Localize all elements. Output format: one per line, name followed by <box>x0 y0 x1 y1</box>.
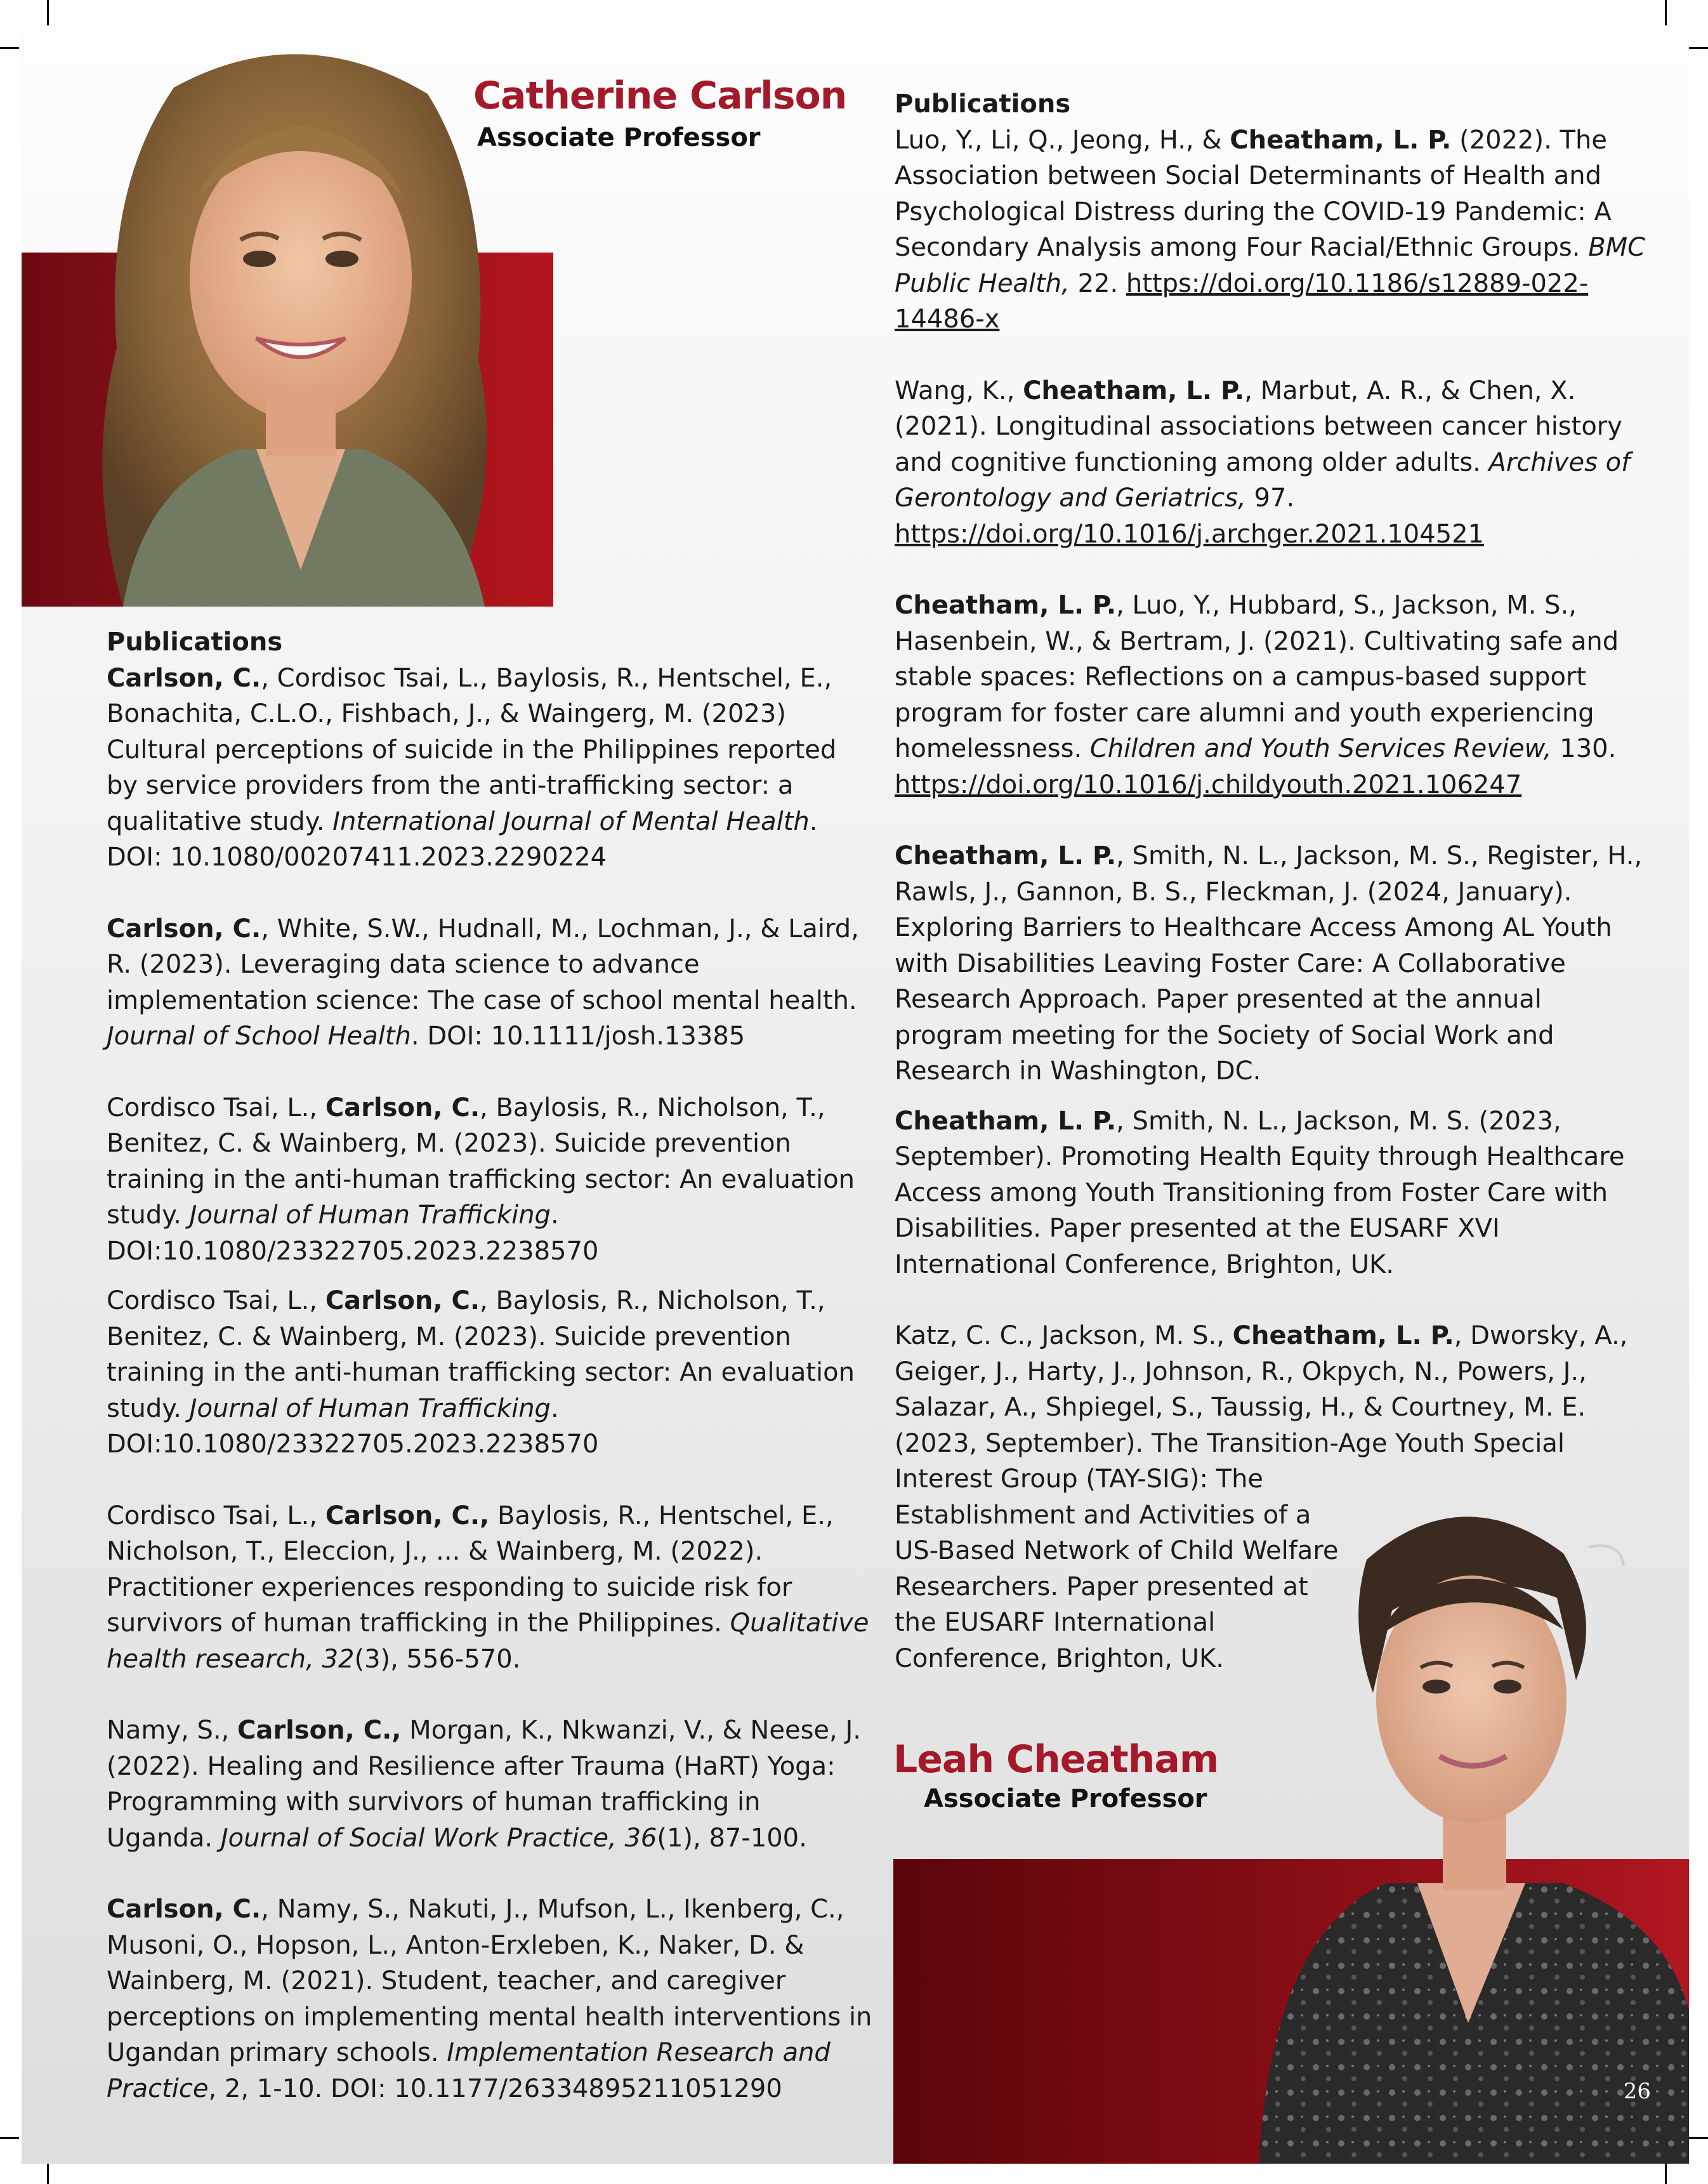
author-highlight: Cheatham, L. P. <box>1023 376 1245 405</box>
faculty-title-leah: Associate Professor <box>924 1784 1207 1813</box>
publication-item: Cordisco Tsai, L., Carlson, C., Baylosis, R., Hentschel, E., Nicholson, T., Eleccion, J., ... & Wainberg, M. (2022). Practitioner experiences responding to suicide risk for survivors of human trafficking in the Philippines. Qualitative health research, 32(3), 556-570. <box>107 1501 869 1674</box>
journal-title: Archives of Gerontology and Geriatrics, <box>895 447 1631 513</box>
faculty-name-catherine: Catherine Carlson <box>473 74 847 118</box>
publications-heading: Publications <box>895 89 1071 119</box>
author-highlight: Cheatham, L. P. <box>1232 1321 1454 1350</box>
page-number: 26 <box>1623 2079 1651 2104</box>
author-highlight: Cheatham, L. P. <box>895 841 1117 871</box>
author-highlight: Carlson, C. <box>107 914 261 944</box>
publication-item-continued: Interest Group (TAY-SIG): The Establishment and Activities of a US-Based Network of Child Welfare Researchers. Paper presented at the EUSARF International Conference, Brighton, UK. <box>895 1464 1339 1673</box>
journal-title: Journal of School Health <box>107 1022 411 1051</box>
crop-mark <box>1689 47 1708 49</box>
crop-mark <box>0 2137 19 2139</box>
author-highlight: Carlson, C. <box>325 1286 480 1315</box>
author-highlight: Cheatham, L. P. <box>895 1106 1117 1136</box>
crop-mark <box>1665 0 1667 25</box>
publication-item: Katz, C. C., Jackson, M. S., Cheatham, L. P., Dworsky, A., Geiger, J., Harty, J., Johnson, R., Okpych, N., Powers, J., Salazar, A., Shpiegel, S., Taussig, H., & Courtney, M. E. (2023, September). The Transition-Age Youth Special <box>895 1321 1628 1458</box>
journal-title: Implementation Research and Practice <box>107 2038 831 2103</box>
author-highlight: Cheatham, L. P. <box>1230 125 1452 155</box>
publication-item: Carlson, C., Namy, S., Nakuti, J., Mufson, L., Ikenberg, C., Musoni, O., Hopson, L., Anton-Erxleben, K., Naker, D. & Wainberg, M. (2021). Student, teacher, and caregiver perceptions on implementing mental health interventions in Ugandan primary schools. Implementation Research and Practice, 2, 1-10. DOI: 10.1177/26334895211051290 <box>107 1895 872 2103</box>
crop-mark <box>0 47 19 49</box>
crop-mark <box>47 2164 49 2184</box>
publication-item: Carlson, C., White, S.W., Hudnall, M., Lochman, J., & Laird, R. (2023). Leveraging data science to advance implementation science: The case of school mental health. Journal of School Health. DOI: 10.1111/josh.13385 <box>107 914 859 1051</box>
publication-item: Cordisco Tsai, L., Carlson, C., Baylosis, R., Nicholson, T., Benitez, C. & Wainberg, M. (2023). Suicide prevention training in the anti-human trafficking sector: An evaluation study. Journal of Human Trafficking. DOI:10.1080/23322705.2023.2238570 <box>107 1286 855 1459</box>
publications-column-cheatham <box>895 86 1656 1676</box>
publication-item: Luo, Y., Li, Q., Jeong, H., & Cheatham, L. P. (2022). The Association between Social Determinants of Health and Psychological Distress during the COVID-19 Pandemic: A Secondary Analysis among Four Racial/Ethnic Groups. BMC Public Health, 22. https://doi.org/10.1186/s12889-022-14486-x <box>895 125 1646 334</box>
author-highlight: Carlson, C. <box>107 1895 261 1924</box>
journal-title: Journal of Human Trafficking <box>189 1201 551 1230</box>
publication-item: Wang, K., Cheatham, L. P., Marbut, A. R., & Chen, X. (2021). Longitudinal associations between cancer history and cognitive functioning among older adults. Archives of Gerontology and Geriatrics, 97. https://doi.org/10.1016/j.archger.2021.104521 <box>895 376 1631 549</box>
journal-title: Journal of Human Trafficking <box>189 1393 551 1423</box>
newsletter-page <box>22 30 1689 2164</box>
publications-heading: Publications <box>107 628 283 657</box>
doi-link[interactable]: https://doi.org/10.1016/j.archger.2021.104521 <box>895 519 1484 549</box>
publication-item: Cheatham, L. P., Smith, N. L., Jackson, M. S., Register, H., Rawls, J., Gannon, B. S., Fleckman, J. (2024, January). Exploring Barriers to Healthcare Access Among AL Youth with Disabilities Leaving Foster Care: A Collaborative Research Approach. Paper presented at the annual program meeting for the Society of Social Work and Research in Washington, DC. <box>895 841 1643 1086</box>
publication-item: Carlson, C., Cordisoc Tsai, L., Baylosis, R., Hentschel, E., Bonachita, C.L.O., Fishbach, J., & Waingerg, M. (2023) Cultural perceptions of suicide in the Philippines reported by service providers from the anti-trafficking sector: a qualitative study. International Journal of Mental Health. DOI: 10.1080/00207411.2023.2290224 <box>107 663 837 872</box>
author-highlight: Carlson, C. <box>325 1093 480 1122</box>
journal-title: BMC Public Health, <box>895 233 1646 298</box>
journal-title: Journal of Social Work Practice, 36 <box>220 1823 657 1853</box>
publication-item: Cordisco Tsai, L., Carlson, C., Baylosis, R., Nicholson, T., Benitez, C. & Wainberg, M. (2023). Suicide prevention training in the anti-human trafficking sector: An evaluation study. Journal of Human Trafficking. DOI:10.1080/23322705.2023.2238570 <box>107 1093 855 1266</box>
journal-title: International Journal of Mental Health <box>332 806 810 836</box>
faculty-name-leah: Leah Cheatham <box>893 1737 1219 1782</box>
crop-mark <box>1665 2164 1667 2184</box>
publications-column-carlson <box>107 624 874 2107</box>
publication-item: Cheatham, L. P., Luo, Y., Hubbard, S., Jackson, M. S., Hasenbein, W., & Bertram, J. (2021). Cultivating safe and stable spaces: Reflections on a campus-based support program for foster care alumni and youth experiencing homelessness. Children and Youth Services Review, 130. https://doi.org/10.1016/j.childyouth.2021.106247 <box>895 591 1619 799</box>
crop-mark <box>1689 2137 1708 2139</box>
author-highlight: Carlson, C., <box>325 1501 490 1530</box>
author-highlight: Cheatham, L. P. <box>895 591 1117 620</box>
doi-link[interactable]: https://doi.org/10.1186/s12889-022-14486-x <box>895 268 1589 334</box>
author-highlight: Carlson, C. <box>107 663 261 693</box>
portrait-leah-cheatham <box>1259 1452 1689 2164</box>
publication-item: Cheatham, L. P., Smith, N. L., Jackson, M. S. (2023, September). Promoting Health Equity through Healthcare Access among Youth Transitioning from Foster Care with Disabilities. Paper presented at the EUSARF XVI International Conference, Brighton, UK. <box>895 1106 1625 1279</box>
journal-title: Children and Youth Services Review, <box>1089 734 1552 763</box>
journal-title: Qualitative health research, 32 <box>107 1608 869 1674</box>
doi-link[interactable]: https://doi.org/10.1016/j.childyouth.2021.106247 <box>895 770 1522 799</box>
crop-mark <box>47 0 49 25</box>
publication-item: Namy, S., Carlson, C., Morgan, K., Nkwanzi, V., & Neese, J. (2022). Healing and Resilience after Trauma (HaRT) Yoga: Programming with survivors of human trafficking in Uganda. Journal of Social Work Practice, 36(1), 87-100. <box>107 1716 861 1853</box>
author-highlight: Carlson, C., <box>237 1716 402 1745</box>
faculty-title-catherine: Associate Professor <box>477 123 761 152</box>
